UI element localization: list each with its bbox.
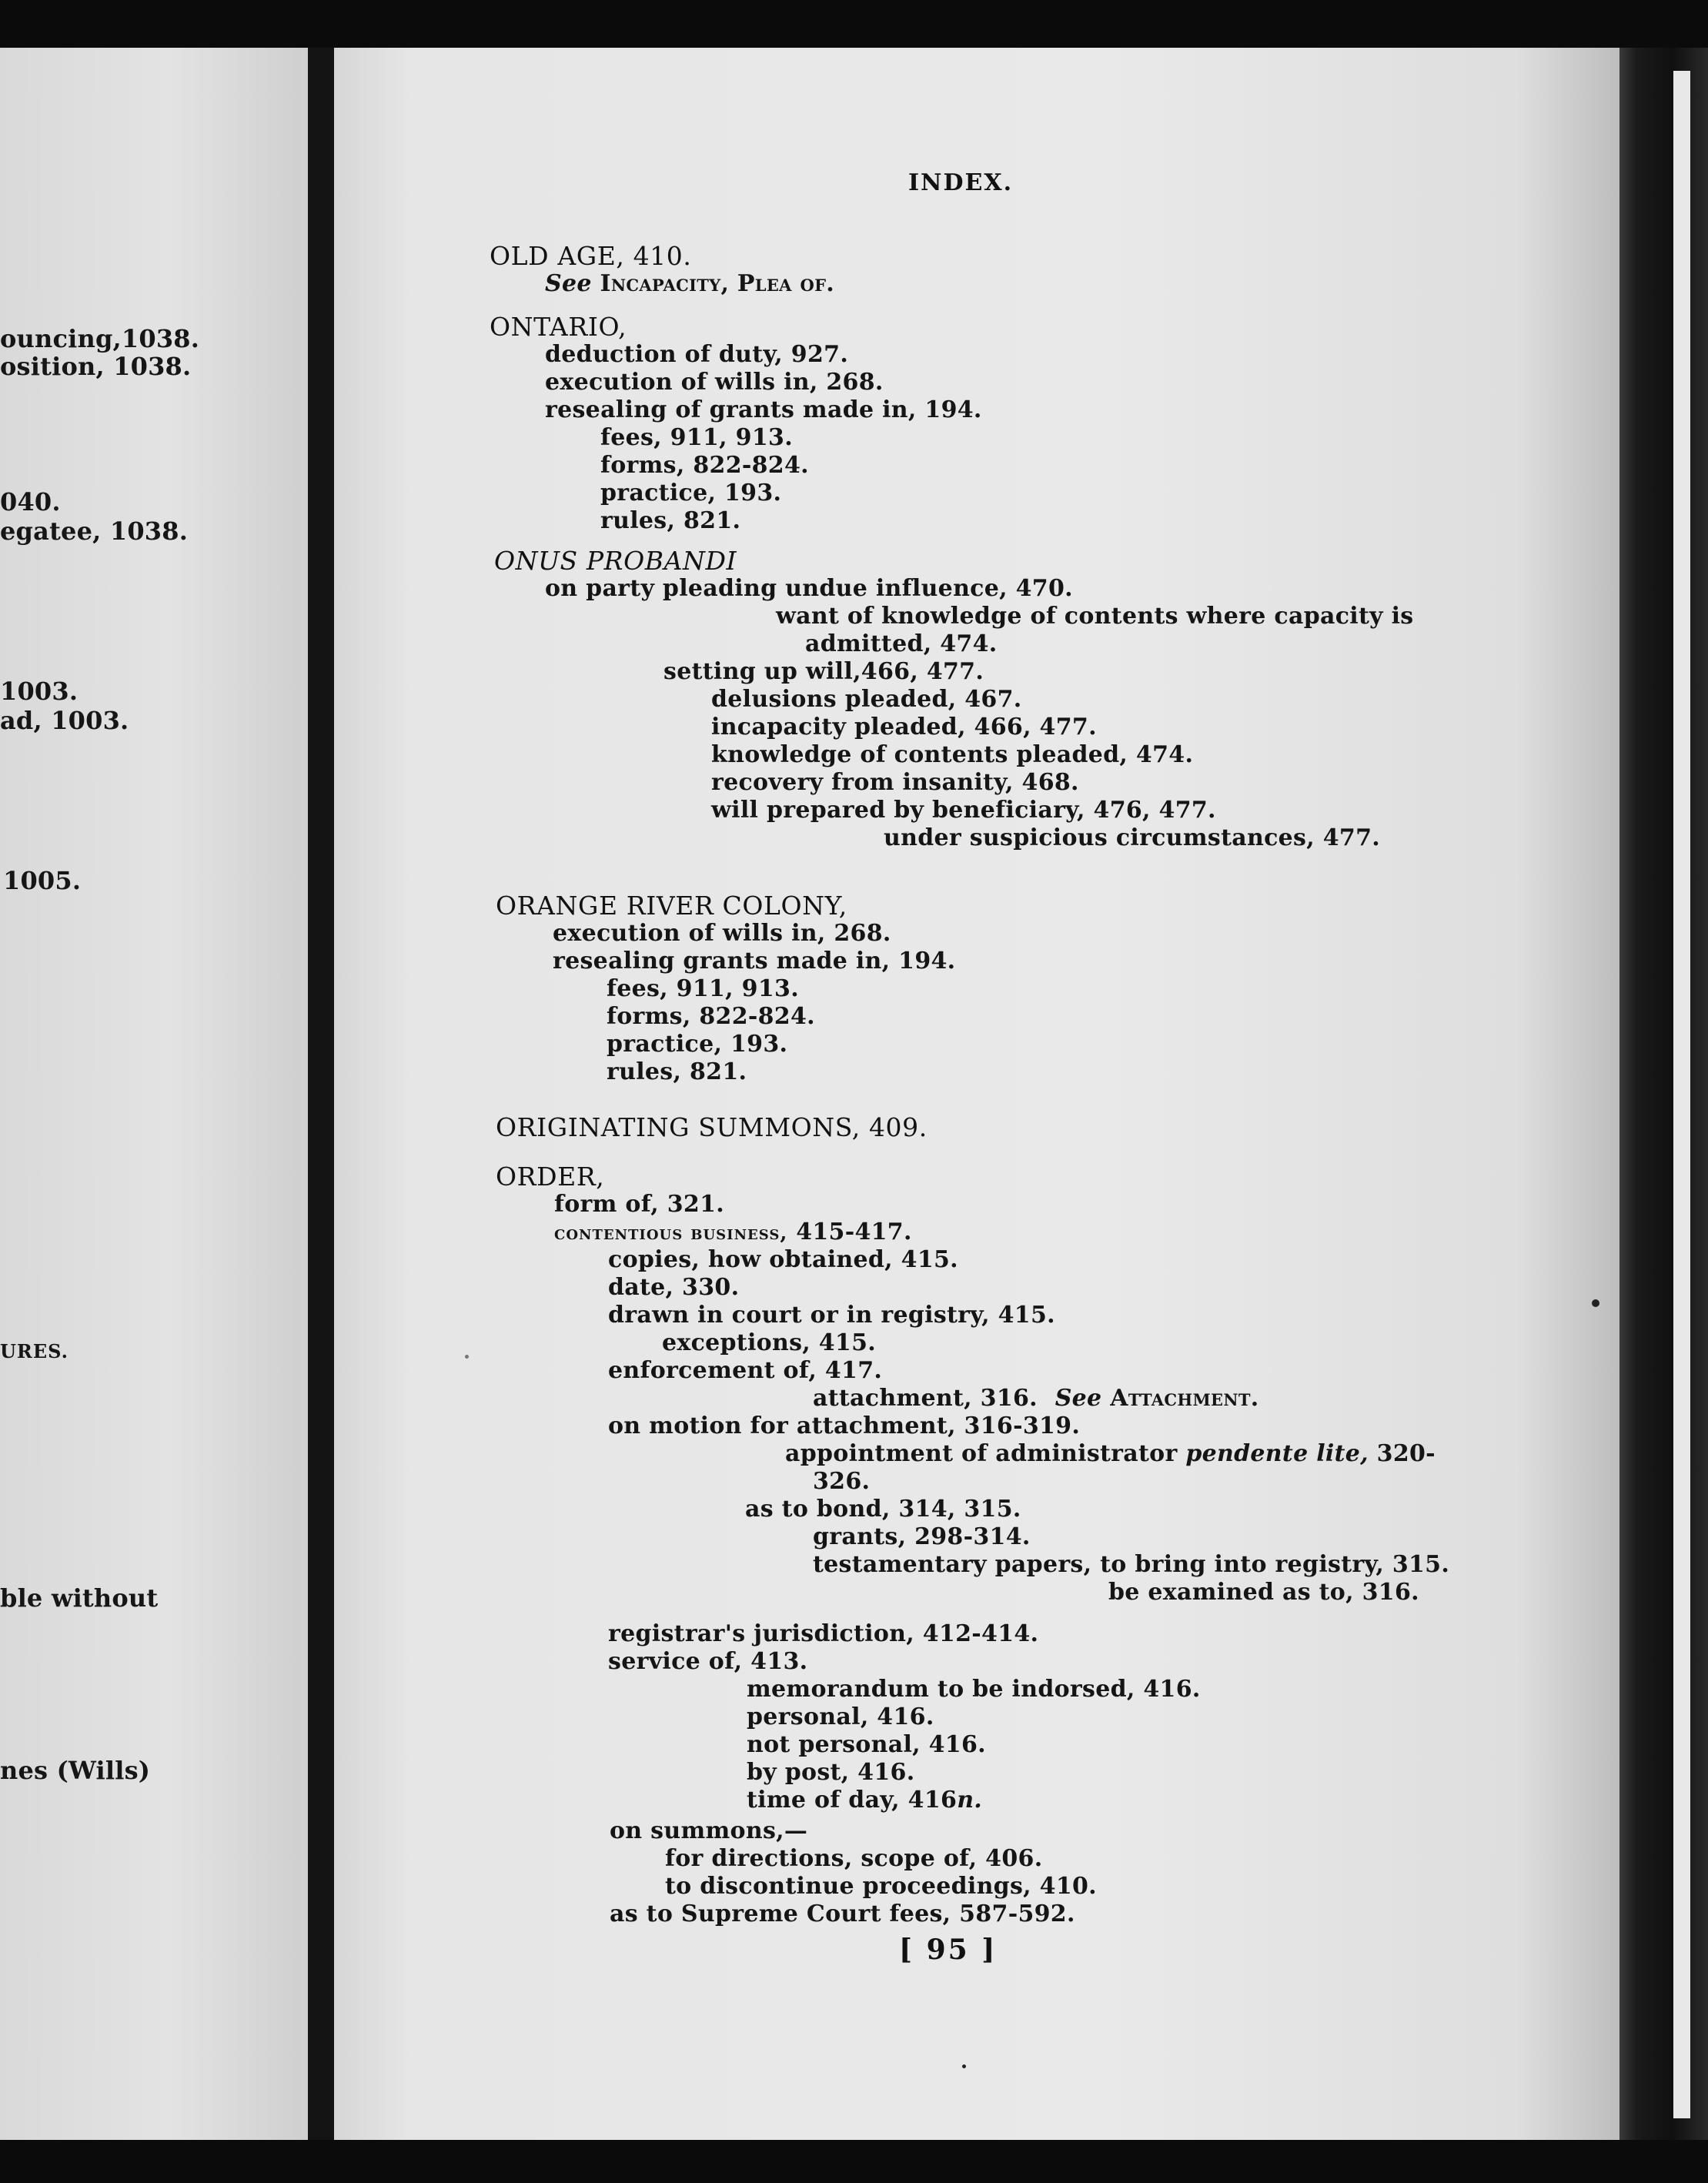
cross-reference [545,271,834,297]
left-fragment: nes (Wills) [0,1756,151,1785]
subentry-pages: 320- [1376,1440,1436,1467]
subentry: registrar's jurisdiction, 412-414. [608,1620,1039,1647]
subentry: execution of wills in, 268. [553,920,891,947]
subentry: forms, 822-824. [600,452,809,479]
subentry: fees, 911, 913. [600,424,793,451]
index-page [334,48,1619,2140]
left-fragment: 040. [0,487,61,516]
book-gutter [308,48,334,2140]
subentry [747,1787,982,1814]
subentry [813,1386,1259,1412]
subentry: rules, 821. [600,507,741,534]
left-fragment: URES. [0,1340,69,1362]
subentry-text: attachment, 316. [813,1385,1038,1412]
subentry: form of, 321. [554,1191,725,1218]
subentry: on summons,— [610,1817,808,1844]
left-fragment: ad, 1003. [0,706,129,735]
subentry: execution of wills in, 268. [545,369,884,396]
subentry: as to bond, 314, 315. [745,1496,1021,1523]
subentry: by post, 416. [747,1759,915,1786]
subentry: as to Supreme Court fees, 587-592. [610,1901,1075,1927]
subentry: practice, 193. [600,480,782,506]
subheading-contentious-business: contentious business, [554,1222,788,1245]
scan-border-top [0,0,1708,48]
subentry: on motion for attachment, 316-319. [608,1412,1081,1439]
subentry: incapacity pleaded, 466, 477. [711,714,1097,740]
subentry: resealing of grants made in, 194. [545,396,982,423]
subentry: date, 330. [608,1274,740,1301]
entry-heading-old-age: OLD AGE, 410. [490,241,692,271]
subentry: drawn in court or in registry, 415. [608,1302,1055,1329]
page-edge-strip [1673,71,1690,2118]
scan-border-bottom [0,2140,1708,2183]
subentry: forms, 822-824. [607,1003,815,1030]
subentry: service of, 413. [608,1648,808,1675]
subentry [554,1219,912,1246]
subentry: not personal, 416. [747,1731,986,1758]
scan-speck [1592,1299,1599,1307]
left-fragment: 1003. [0,677,79,706]
entry-heading-originating-summons: ORIGINATING SUMMONS, 409. [496,1112,928,1142]
entry-heading-ontario: ONTARIO, [490,312,627,342]
subentry: testamentary papers, to bring into registry, 315. [813,1551,1450,1578]
entry-heading-onus-probandi: ONUS PROBANDI [494,546,737,576]
subentry: to discontinue proceedings, 410. [665,1873,1097,1900]
see-target: Attachment. [1110,1385,1259,1412]
note-marker: n. [957,1787,983,1814]
page-title: INDEX. [908,169,1014,196]
subentry: on party pleading undue influence, 470. [545,575,1073,602]
subentry-text: appointment of administrator [785,1440,1178,1467]
left-fragment: ble without [0,1583,159,1613]
left-fragment: 1005. [3,866,82,895]
subentry: copies, how obtained, 415. [608,1246,958,1273]
subentry: setting up will,466, 477. [663,658,984,685]
subentry-text: time of day, 416 [747,1787,958,1814]
subentry: enforcement of, 417. [608,1357,883,1384]
see-label: See [545,270,592,297]
subentry: want of knowledge of contents where capacity is [776,603,1414,630]
subentry: knowledge of contents pleaded, 474. [711,741,1194,768]
subentry: resealing grants made in, 194. [553,948,956,974]
entry-heading-orange-river-colony: ORANGE RIVER COLONY, [496,891,847,921]
left-facing-page [0,48,308,2140]
subentry: delusions pleaded, 467. [711,686,1022,713]
page-number: [ 95 ] [899,1934,998,1966]
scan-speck [962,2064,966,2068]
entry-heading-order: ORDER, [496,1162,605,1192]
subentry: recovery from insanity, 468. [711,769,1079,796]
subentry: memorandum to be indorsed, 416. [747,1676,1201,1703]
see-label: See [1055,1385,1102,1412]
scan-speck [465,1355,469,1359]
subentry-continuation: 326. [813,1468,871,1495]
subentry: practice, 193. [607,1031,788,1058]
subentry: be examined as to, 316. [1108,1579,1419,1606]
subentry: for directions, scope of, 406. [665,1845,1043,1872]
subentry: exceptions, 415. [662,1329,877,1356]
latin-phrase: pendente lite, [1185,1440,1369,1467]
left-fragment: ouncing,1038. [0,324,200,353]
subentry: rules, 821. [607,1058,747,1085]
left-fragment: egatee, 1038. [0,516,189,546]
subentry: admitted, 474. [805,630,998,657]
subentry: under suspicious circumstances, 477. [884,824,1381,851]
see-target: Incapacity, Plea of. [600,270,835,297]
book-edge [1619,48,1708,2140]
subentry: fees, 911, 913. [607,975,799,1002]
subentry [785,1441,1436,1467]
subentry: personal, 416. [747,1703,934,1730]
left-fragment: osition, 1038. [0,352,192,381]
subentry-pages: 415-417. [796,1219,912,1245]
subentry: deduction of duty, 927. [545,341,849,368]
subentry: will prepared by beneficiary, 476, 477. [711,797,1216,824]
subentry: grants, 298-314. [813,1523,1031,1550]
